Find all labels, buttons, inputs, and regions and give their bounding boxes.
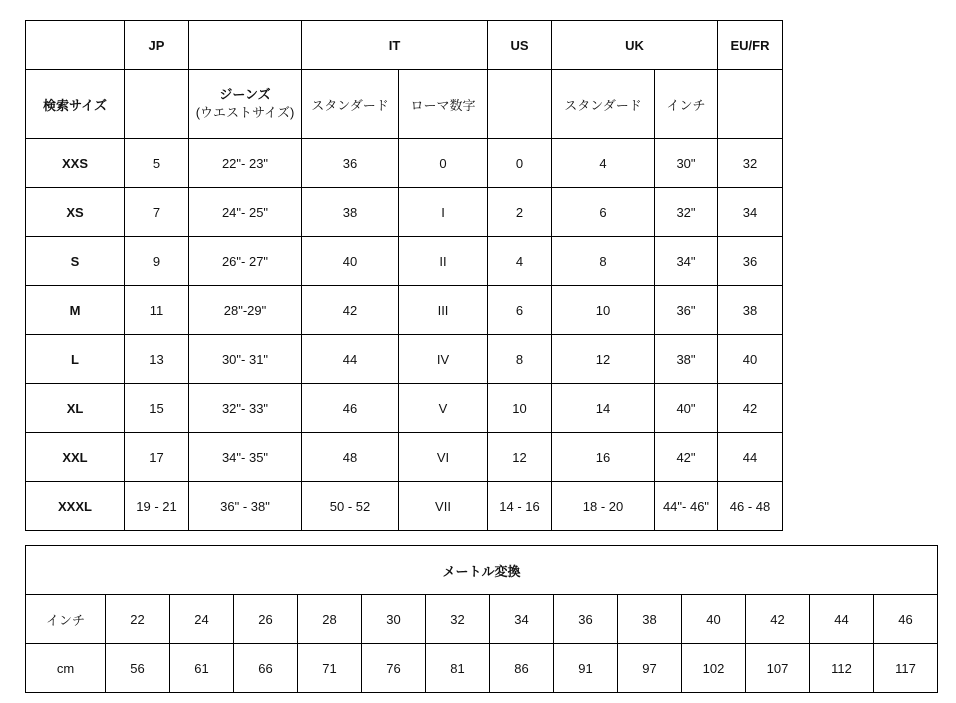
cell-size: XL (26, 384, 125, 433)
header-empty-cell (189, 21, 302, 70)
metric-inch-label: インチ (26, 595, 106, 644)
cell-jp: 17 (125, 433, 189, 482)
header-jeans-label: ジーンズ (219, 87, 271, 102)
cell-uk-inch: 44"- 46" (655, 482, 718, 531)
cell-size: XS (26, 188, 125, 237)
cell-jeans: 34"- 35" (189, 433, 302, 482)
metric-cm-row (26, 644, 938, 693)
cell-us: 0 (488, 139, 552, 188)
cell-size: XXL (26, 433, 125, 482)
cell-jp: 5 (125, 139, 189, 188)
cell-us: 6 (488, 286, 552, 335)
cell-us: 4 (488, 237, 552, 286)
cell-us: 14 - 16 (488, 482, 552, 531)
header-it-standard: スタンダード (302, 70, 399, 139)
cell-eu: 38 (718, 286, 783, 335)
metric-inch-value: 36 (554, 595, 618, 644)
metric-cm-value: 86 (490, 644, 554, 693)
cell-jeans: 24"- 25" (189, 188, 302, 237)
cell-it-std: 38 (302, 188, 399, 237)
metric-inch-value: 30 (362, 595, 426, 644)
cell-jeans: 32"- 33" (189, 384, 302, 433)
cell-jp: 7 (125, 188, 189, 237)
cell-jeans: 28"-29" (189, 286, 302, 335)
header-uk: UK (552, 21, 718, 70)
cell-it-roman: II (399, 237, 488, 286)
cell-eu: 42 (718, 384, 783, 433)
header-search-size: 検索サイズ (26, 70, 125, 139)
cell-uk-inch: 30" (655, 139, 718, 188)
cell-jp: 9 (125, 237, 189, 286)
cell-it-std: 46 (302, 384, 399, 433)
metric-title: メートル変換 (26, 546, 938, 595)
cell-uk-inch: 32" (655, 188, 718, 237)
metric-inch-value: 44 (810, 595, 874, 644)
metric-inch-value: 46 (874, 595, 938, 644)
cell-it-roman: VI (399, 433, 488, 482)
cell-jeans: 36" - 38" (189, 482, 302, 531)
cell-eu: 40 (718, 335, 783, 384)
cell-it-roman: V (399, 384, 488, 433)
header-empty-cell (718, 70, 783, 139)
header-jeans-sublabel: (ウエストサイズ) (195, 105, 295, 120)
header-it-roman: ローマ数字 (399, 70, 488, 139)
cell-eu: 36 (718, 237, 783, 286)
metric-conversion-table (25, 545, 938, 693)
metric-inch-value: 42 (746, 595, 810, 644)
cell-it-std: 40 (302, 237, 399, 286)
cell-eu: 32 (718, 139, 783, 188)
cell-it-roman: 0 (399, 139, 488, 188)
cell-uk-inch: 40" (655, 384, 718, 433)
metric-cm-value: 71 (298, 644, 362, 693)
metric-title-row (26, 546, 938, 595)
header-row-subtypes (26, 70, 783, 139)
table-row (26, 139, 783, 188)
header-row-countries (26, 21, 783, 70)
metric-inch-value: 34 (490, 595, 554, 644)
cell-jp: 11 (125, 286, 189, 335)
cell-eu: 46 - 48 (718, 482, 783, 531)
metric-cm-value: 61 (170, 644, 234, 693)
cell-size: M (26, 286, 125, 335)
cell-uk-inch: 36" (655, 286, 718, 335)
cell-uk-std: 8 (552, 237, 655, 286)
metric-cm-value: 66 (234, 644, 298, 693)
cell-it-std: 44 (302, 335, 399, 384)
metric-cm-value: 97 (618, 644, 682, 693)
cell-size: XXXL (26, 482, 125, 531)
cell-it-roman: I (399, 188, 488, 237)
metric-inch-value: 32 (426, 595, 490, 644)
table-row (26, 335, 783, 384)
cell-it-std: 50 - 52 (302, 482, 399, 531)
metric-inch-value: 24 (170, 595, 234, 644)
cell-jeans: 22"- 23" (189, 139, 302, 188)
cell-uk-std: 4 (552, 139, 655, 188)
metric-inch-value: 26 (234, 595, 298, 644)
cell-us: 8 (488, 335, 552, 384)
cell-uk-std: 12 (552, 335, 655, 384)
cell-jeans: 26"- 27" (189, 237, 302, 286)
metric-cm-value: 117 (874, 644, 938, 693)
cell-us: 10 (488, 384, 552, 433)
cell-it-roman: VII (399, 482, 488, 531)
cell-uk-inch: 34" (655, 237, 718, 286)
table-row (26, 433, 783, 482)
cell-it-roman: III (399, 286, 488, 335)
cell-it-roman: IV (399, 335, 488, 384)
table-row (26, 188, 783, 237)
cell-uk-std: 14 (552, 384, 655, 433)
cell-eu: 44 (718, 433, 783, 482)
cell-uk-std: 18 - 20 (552, 482, 655, 531)
cell-jp: 19 - 21 (125, 482, 189, 531)
cell-uk-std: 10 (552, 286, 655, 335)
metric-cm-value: 112 (810, 644, 874, 693)
table-row (26, 286, 783, 335)
cell-size: L (26, 335, 125, 384)
metric-cm-value: 81 (426, 644, 490, 693)
metric-inch-row (26, 595, 938, 644)
cell-size: XXS (26, 139, 125, 188)
header-jp: JP (125, 21, 189, 70)
header-uk-standard: スタンダード (552, 70, 655, 139)
cell-eu: 34 (718, 188, 783, 237)
metric-cm-value: 107 (746, 644, 810, 693)
metric-cm-value: 56 (106, 644, 170, 693)
cell-us: 12 (488, 433, 552, 482)
header-empty-cell (125, 70, 189, 139)
cell-size: S (26, 237, 125, 286)
header-jeans (189, 70, 302, 139)
cell-jp: 13 (125, 335, 189, 384)
metric-cm-value: 91 (554, 644, 618, 693)
cell-uk-std: 16 (552, 433, 655, 482)
cell-it-std: 36 (302, 139, 399, 188)
metric-cm-label: cm (26, 644, 106, 693)
size-rows (26, 139, 783, 531)
cell-uk-std: 6 (552, 188, 655, 237)
header-uk-inch: インチ (655, 70, 718, 139)
metric-inch-value: 28 (298, 595, 362, 644)
cell-uk-inch: 38" (655, 335, 718, 384)
metric-inch-value: 22 (106, 595, 170, 644)
header-it: IT (302, 21, 488, 70)
metric-cm-value: 76 (362, 644, 426, 693)
table-row (26, 482, 783, 531)
metric-cm-value: 102 (682, 644, 746, 693)
metric-inch-value: 38 (618, 595, 682, 644)
header-us: US (488, 21, 552, 70)
cell-jp: 15 (125, 384, 189, 433)
header-eu-fr: EU/FR (718, 21, 783, 70)
cell-jeans: 30"- 31" (189, 335, 302, 384)
header-empty-cell (488, 70, 552, 139)
size-conversion-table (25, 20, 783, 531)
cell-it-std: 42 (302, 286, 399, 335)
header-empty-cell (26, 21, 125, 70)
table-row (26, 384, 783, 433)
metric-inch-value: 40 (682, 595, 746, 644)
cell-uk-inch: 42" (655, 433, 718, 482)
table-row (26, 237, 783, 286)
cell-it-std: 48 (302, 433, 399, 482)
cell-us: 2 (488, 188, 552, 237)
